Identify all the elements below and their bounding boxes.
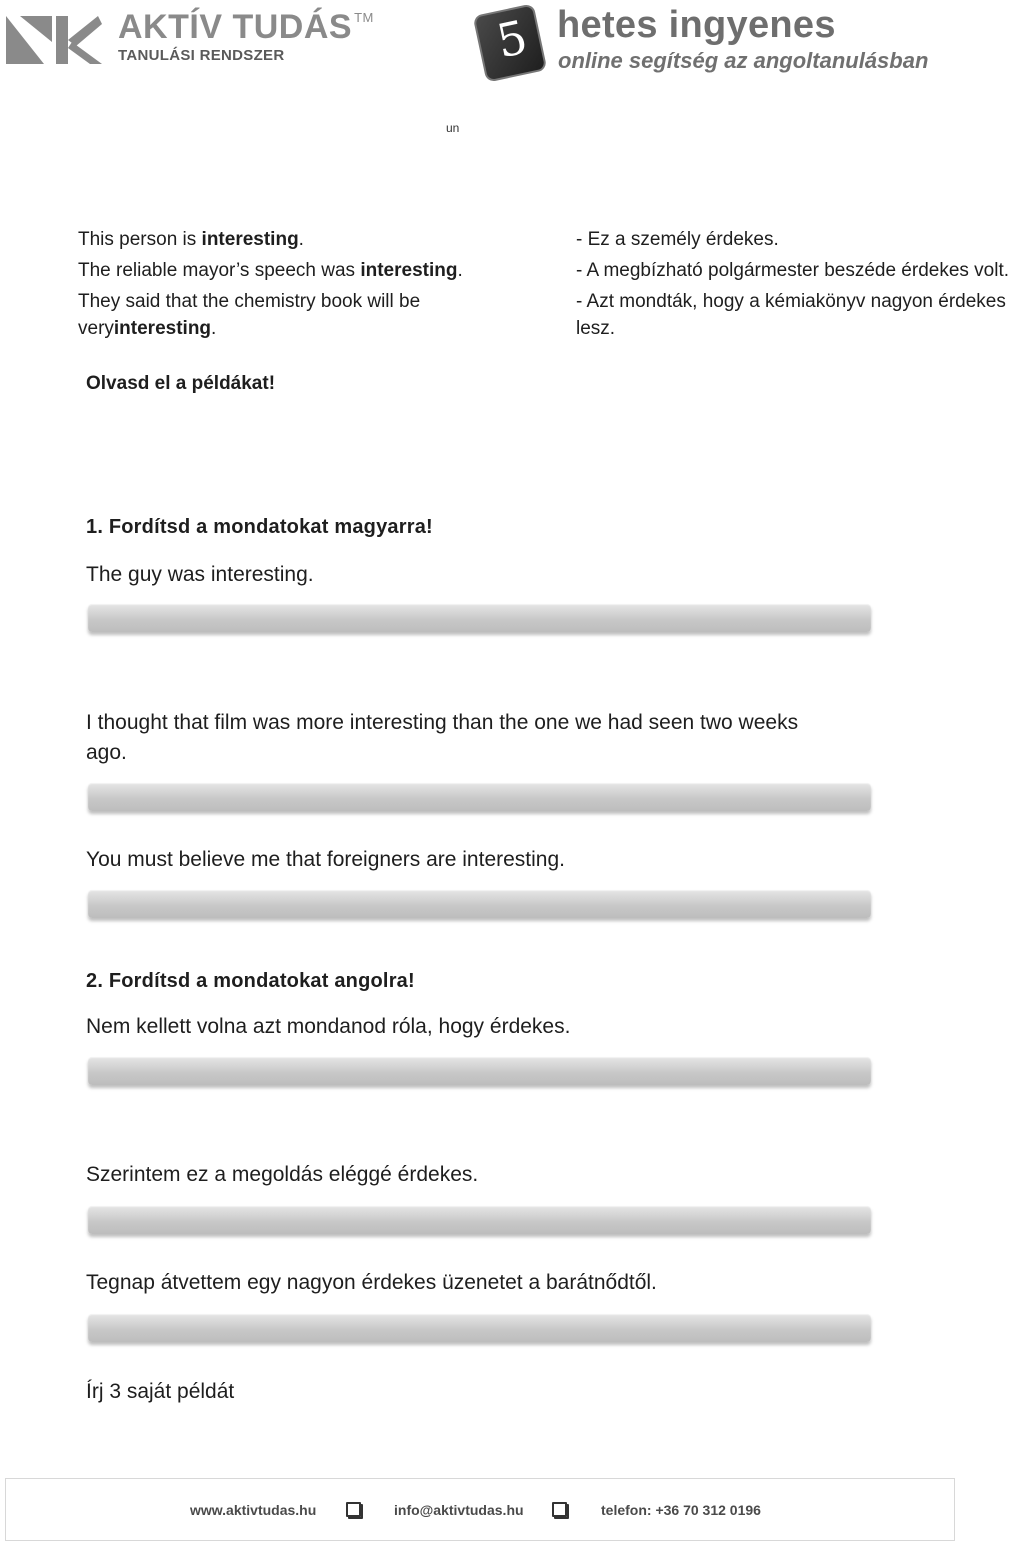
task-2-sentence-1: Nem kellett volna azt mondanod róla, hogy érdekes. bbox=[86, 1015, 571, 1038]
aktiv-tudas-logo-icon bbox=[6, 12, 102, 64]
bullet-box-icon bbox=[552, 1502, 567, 1517]
footer-phone: telefon: +36 70 312 0196 bbox=[601, 1502, 761, 1518]
read-examples-note: Olvasd el a példákat! bbox=[86, 373, 276, 394]
answer-field[interactable] bbox=[88, 1314, 871, 1342]
example-hu-3: - Azt mondták, hogy a kémiakönyv nagyon érdekes bbox=[576, 291, 1006, 312]
example-hu-1: - Ez a személy érdekes. bbox=[576, 229, 779, 250]
task-1-title: 1. Fordítsd a mondatokat magyarra! bbox=[86, 516, 433, 538]
badge-number: 5 bbox=[492, 9, 532, 69]
answer-field[interactable] bbox=[88, 783, 871, 811]
task-2-sentence-3: Tegnap átvettem egy nagyon érdekes üzenetet a barátnődtől. bbox=[86, 1271, 657, 1294]
task-1-sentence-3: You must believe me that foreigners are interesting. bbox=[86, 848, 565, 871]
example-en-2: The reliable mayor’s speech was interesting. bbox=[78, 260, 463, 281]
answer-field[interactable] bbox=[88, 1206, 871, 1234]
task-1-sentence-2: I thought that film was more interesting than the one we had seen two weeks bbox=[86, 711, 799, 734]
task-2-sentence-2: Szerintem ez a megoldás eléggé érdekes. bbox=[86, 1163, 479, 1186]
footer-website-link[interactable]: www.aktivtudas.hu bbox=[190, 1502, 317, 1518]
footer-email-link[interactable]: info@aktivtudas.hu bbox=[394, 1502, 524, 1518]
promo-title: hetes ingyenes bbox=[557, 4, 836, 46]
answer-field[interactable] bbox=[88, 604, 871, 632]
example-en-1: This person is interesting. bbox=[78, 229, 304, 250]
brand-name: AKTÍV TUDÁS ™ bbox=[118, 8, 374, 46]
promo-subtitle: online segítség az angoltanulásban bbox=[558, 48, 929, 73]
answer-field[interactable] bbox=[88, 1057, 871, 1085]
example-hu-column bbox=[576, 226, 1009, 346]
task-2-title: 2. Fordítsd a mondatokat angolra! bbox=[86, 970, 415, 992]
bullet-box-icon bbox=[346, 1502, 361, 1517]
task-1-sentence-2-cont: ago. bbox=[86, 741, 127, 764]
stray-text: un bbox=[446, 121, 460, 135]
example-hu-2: - A megbízható polgármester beszéde érdekes volt. bbox=[576, 260, 1009, 281]
task-1-sentence-1: The guy was interesting. bbox=[86, 563, 314, 586]
own-examples-prompt: Írj 3 saját példát bbox=[86, 1380, 235, 1403]
answer-field[interactable] bbox=[88, 890, 871, 918]
example-en-3: They said that the chemistry book will be bbox=[78, 291, 421, 312]
example-hu-3-cont: lesz. bbox=[576, 318, 616, 339]
brand-subtitle: TANULÁSI RENDSZER bbox=[118, 47, 285, 64]
example-en-3-cont: veryinteresting. bbox=[78, 318, 217, 339]
